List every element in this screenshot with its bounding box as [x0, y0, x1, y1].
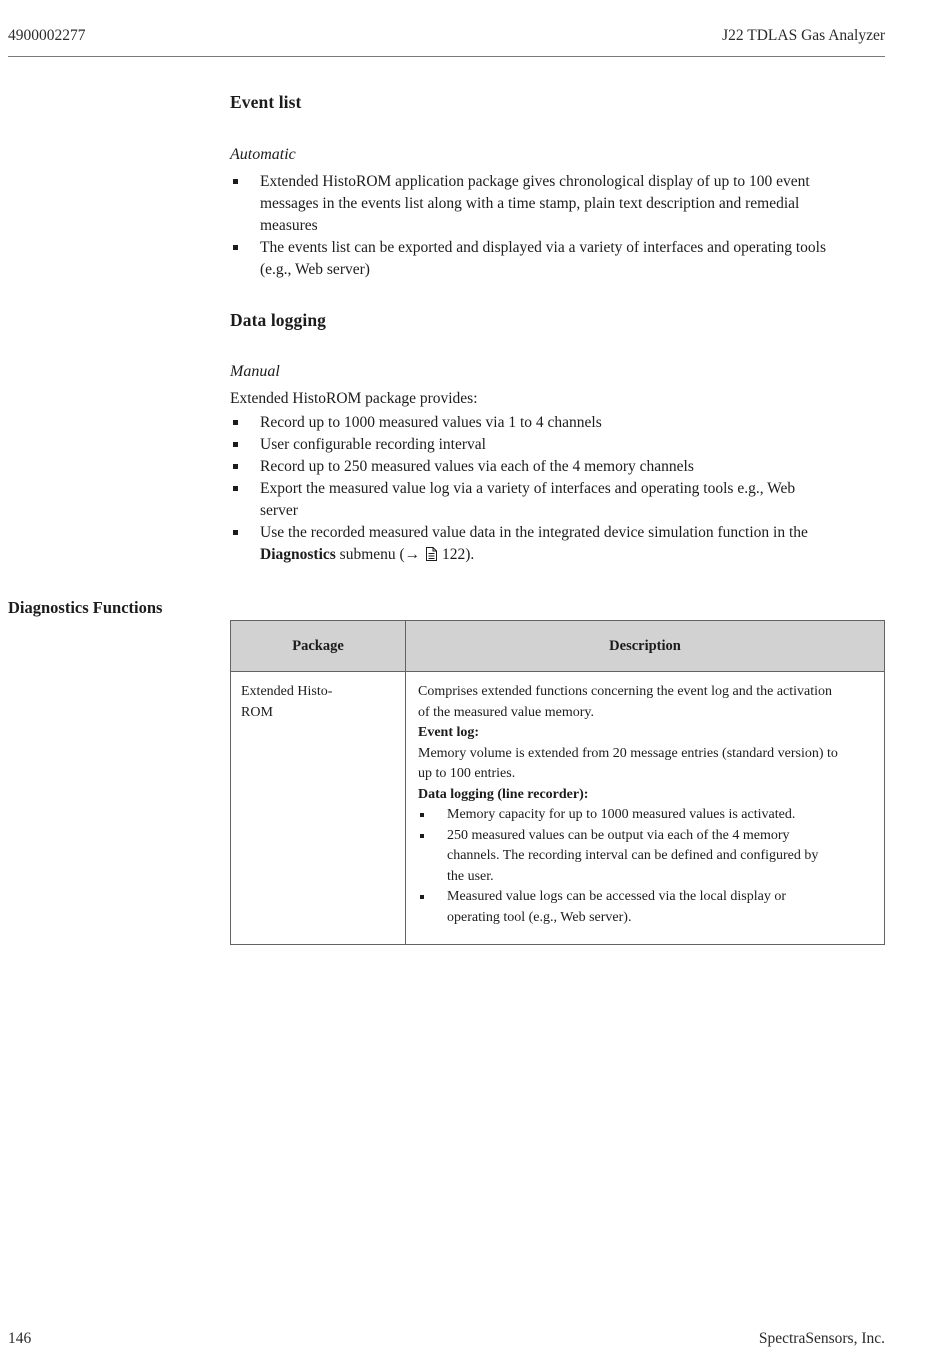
event-list-subheading: Automatic — [230, 146, 296, 163]
package-name-line: ROM — [241, 704, 273, 720]
data-logging-bullets — [230, 412, 830, 566]
list-item-text-mid: submenu (→ — [335, 546, 425, 563]
diagnostics-submenu-ref: Diagnostics — [260, 546, 336, 563]
column-header-package: Package — [231, 621, 406, 672]
footer-company-name: SpectraSensors, Inc. — [758, 1330, 885, 1347]
list-item — [230, 237, 830, 281]
list-item — [230, 412, 830, 434]
data-logging-label: Data logging (line recorder): — [418, 786, 589, 802]
data-logging-subheading: Manual — [230, 363, 280, 380]
list-item — [230, 456, 830, 478]
square-bullet-icon — [233, 179, 238, 184]
square-bullet-icon — [233, 245, 238, 250]
description-cell — [406, 672, 885, 945]
list-item — [418, 826, 838, 888]
list-item-text: The events list can be exported and displayed via a variety of interfaces and operating tools (e.g., Web server) — [260, 239, 826, 278]
list-item — [230, 434, 830, 456]
table-row — [231, 672, 885, 945]
list-item-text: Record up to 250 measured values via each of the 4 memory channels — [260, 458, 694, 475]
event-list-heading: Event list — [230, 92, 302, 112]
square-bullet-icon — [420, 834, 424, 838]
data-logging-heading: Data logging — [230, 310, 326, 330]
list-item-text: Measured value logs can be accessed via the local display or operating tool (e.g., Web server). — [447, 889, 786, 925]
list-item-text: Memory capacity for up to 1000 measured values is activated. — [447, 807, 796, 822]
diagnostics-packages-table — [230, 620, 885, 945]
list-item-text: User configurable recording interval — [260, 436, 486, 453]
list-item — [230, 522, 830, 566]
square-bullet-icon — [233, 486, 238, 491]
table-header-row — [231, 621, 885, 672]
square-bullet-icon — [233, 442, 238, 447]
event-list-bullets — [230, 171, 830, 281]
description-bullets — [418, 805, 838, 928]
data-logging-intro: Extended HistoROM package provides: — [230, 390, 478, 407]
column-header-description: Description — [406, 621, 885, 672]
event-log-label: Event log: — [418, 725, 480, 740]
header-product-name: J22 TDLAS Gas Analyzer — [722, 27, 885, 44]
list-item-text-post: 122). — [438, 546, 475, 563]
package-cell — [231, 672, 406, 945]
square-bullet-icon — [233, 464, 238, 469]
list-item-text: Export the measured value log via a variety of interfaces and operating tools e.g., Web server — [260, 480, 796, 519]
footer-page-number: 146 — [8, 1330, 32, 1347]
list-item — [418, 887, 838, 928]
square-bullet-icon — [420, 813, 424, 817]
list-item — [230, 478, 830, 522]
square-bullet-icon — [233, 530, 238, 535]
list-item-text: 250 measured values can be output via each of the 4 memory channels. The recording interval can be defined and configured by the user. — [447, 827, 819, 884]
header-rule — [8, 56, 885, 57]
list-item — [230, 171, 830, 237]
list-item-text-pre: Use the recorded measured value data in the integrated device simulation function in the — [260, 524, 808, 541]
event-log-text: Memory volume is extended from 20 message entries (standard version) to up to 100 entries. — [418, 745, 838, 781]
package-name-line: Extended Histo- — [241, 684, 333, 699]
list-item-text: Extended HistoROM application package gives chronological display of up to 100 event messages in the events list along with a time stamp, plain text description and remedial measures — [260, 173, 810, 234]
list-item-text: Record up to 1000 measured values via 1 to 4 channels — [260, 414, 602, 431]
page-reference-icon — [425, 547, 437, 561]
square-bullet-icon — [233, 420, 238, 425]
page-footer — [8, 1330, 885, 1348]
description-paragraph: Comprises extended functions concerning the event log and the activation of the measured value memory. — [418, 684, 833, 720]
header-doc-number: 4900002277 — [8, 27, 86, 44]
list-item — [418, 805, 838, 826]
diagnostics-functions-label: Diagnostics Functions — [8, 598, 163, 617]
square-bullet-icon — [420, 895, 424, 899]
page-header — [8, 27, 885, 45]
